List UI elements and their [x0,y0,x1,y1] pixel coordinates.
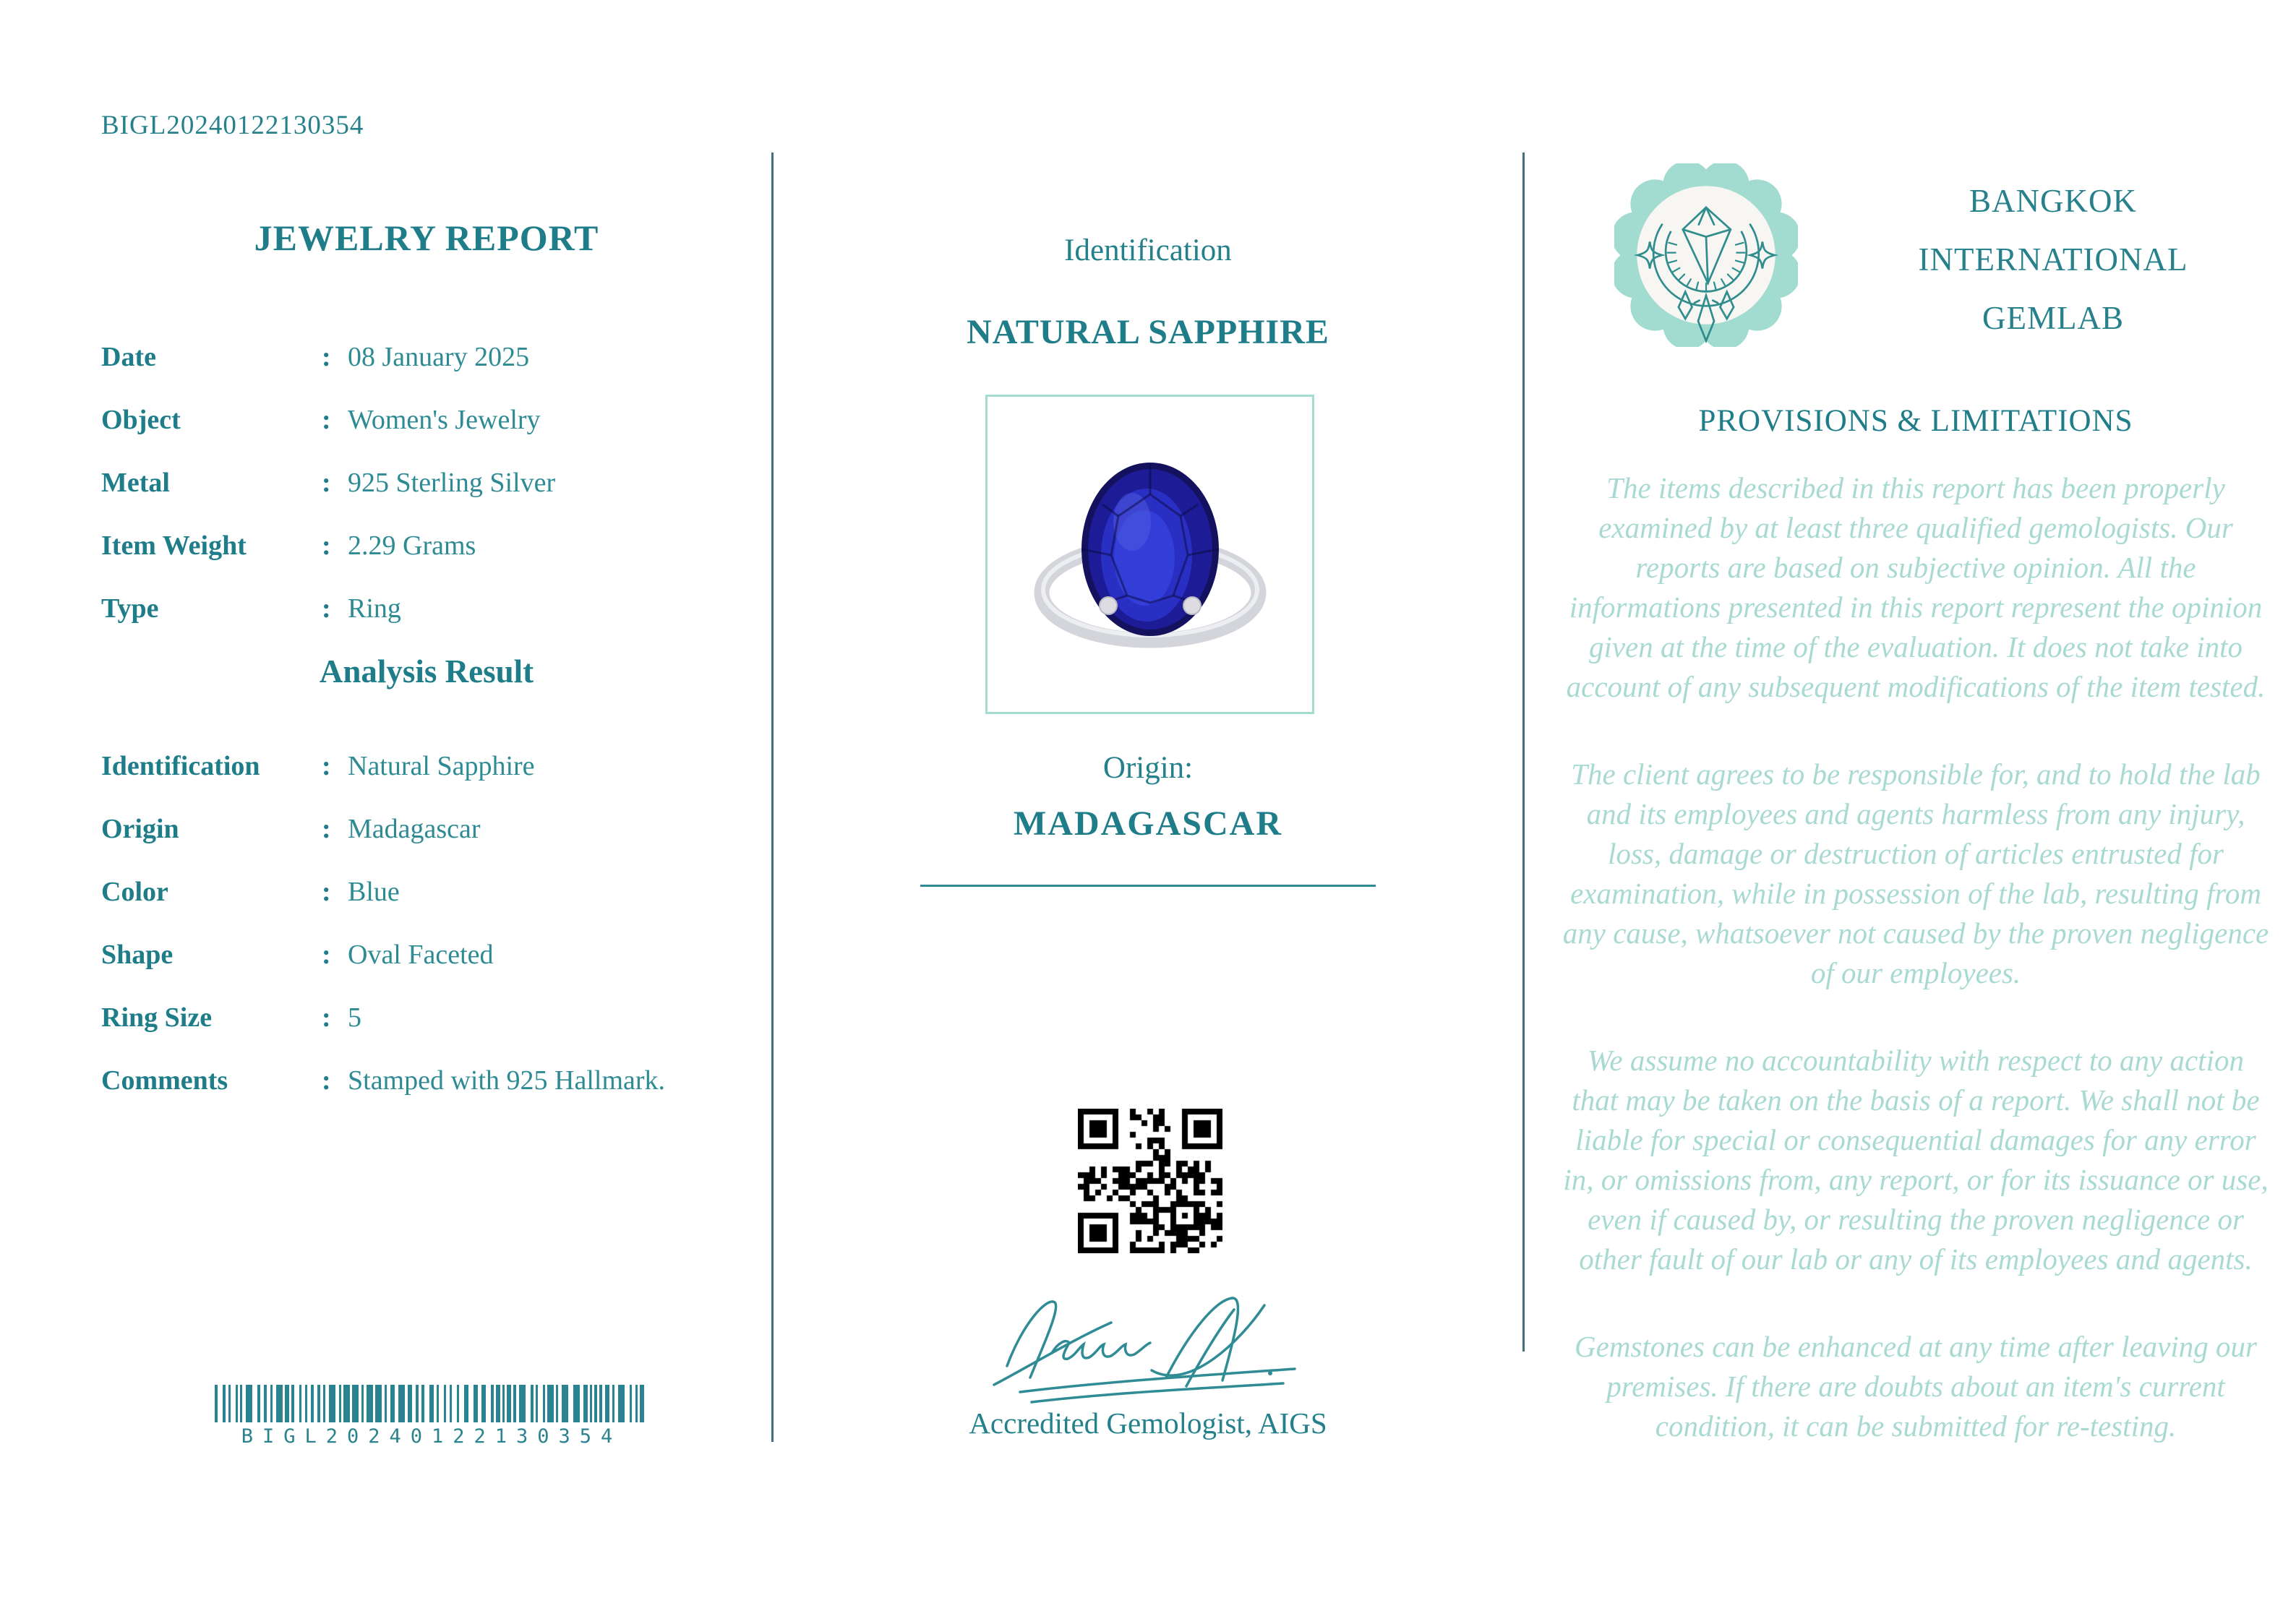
barcode-bar [246,1385,252,1422]
barcode-bar [264,1385,267,1422]
field-row-ring-size [101,1002,665,1034]
gem-photo [985,395,1314,714]
barcode-bar [429,1385,434,1422]
field-value: Blue [348,877,400,907]
field-value: Ring [348,593,401,624]
barcode-bar [390,1385,395,1422]
divider-right [1522,152,1525,1352]
field-value: 08 January 2025 [348,342,530,372]
barcode-bar [507,1385,511,1422]
provision-paragraph: We assume no accountability with respect to any action that may be taken on the basis of a report. We shall not be liable for special or consequential damages for any error in, or omissions from, any report, or for its issuance or use, even if caused by, or resulting the proven negligence or other fault of our lab or any of its employees and agents. [1563,1044,2269,1276]
origin-heading: Origin: [1102,751,1194,785]
barcode-bar [291,1385,294,1422]
provisions-paragraphs [1562,468,2270,1446]
barcode-bar [547,1385,554,1422]
gemlab-badge-icon [1614,163,1798,347]
field-row-shape [101,939,665,971]
barcode-bar [285,1385,289,1422]
barcode-bar [223,1385,226,1422]
barcode-bar [408,1385,412,1422]
field-colon: : [322,1065,331,1096]
field-value: Stamped with 925 Hallmark. [348,1065,666,1096]
field-label: Ring Size [101,1002,213,1033]
field-label: Object [101,405,181,435]
item-fields [101,341,555,624]
field-label: Comments [101,1065,228,1096]
field-row-origin [101,813,665,845]
barcode-bar [311,1385,314,1422]
field-colon: : [322,1002,331,1033]
field-row-type [101,593,555,624]
barcode-bar [305,1385,307,1422]
separator-line [920,885,1376,887]
barcode-bar [502,1385,505,1422]
barcode-bar [513,1385,516,1422]
barcode-bar [491,1385,494,1422]
field-value: 925 Sterling Silver [348,468,556,498]
field-label: Item Weight [101,530,247,561]
identification-heading: Identification [1064,233,1232,267]
field-label: Identification [101,751,260,781]
barcode-bar [257,1385,260,1422]
barcode-bar [599,1385,602,1422]
analysis-result-title: Analysis Result [319,653,534,689]
analysis-fields [101,750,665,1096]
field-label: Origin [101,814,179,844]
provision-paragraph: Gemstones can be enhanced at any time after leaving our premises. If there are doubts about an item's current condition, it can be submitted for re-testing. [1575,1330,2257,1443]
barcode-bar [590,1385,592,1422]
barcode [205,1385,659,1448]
barcode-bar [464,1385,468,1422]
barcode-bar [352,1385,359,1422]
signature-caption: Accredited Gemologist, AIGS [969,1406,1327,1440]
barcode-bar [240,1385,242,1422]
field-colon: : [322,468,331,498]
barcode-bar [215,1385,218,1422]
field-colon: : [322,814,331,844]
barcode-bar [367,1385,373,1422]
barcode-bar [343,1385,350,1422]
provisions-title: PROVISIONS & LIMITATIONS [1698,404,2133,438]
barcode-bar [583,1385,588,1422]
barcode-bar [361,1385,364,1422]
barcode-bar [421,1385,424,1422]
field-colon: : [322,405,331,435]
barcode-bar [444,1385,446,1422]
lab-name-line: INTERNATIONAL [1918,241,2188,278]
barcode-bar [573,1385,580,1422]
field-label: Date [101,342,156,372]
field-row-comments [101,1065,665,1096]
field-value: Madagascar [348,814,481,844]
provision-paragraph: The items described in this report has been properly examined by at least three qualified gemologists. Our reports are based on subjective opinion. All the informations presented in this report represent the opinion given at the time of the evaluation. It does not take into account of any subsequent modifications of the item tested. [1566,471,2266,703]
barcode-bars [205,1385,659,1422]
origin-value: MADAGASCAR [1014,804,1282,843]
signature [980,1285,1319,1404]
field-row-object [101,404,555,436]
barcode-bar [228,1385,231,1422]
field-colon: : [322,940,331,970]
barcode-bar [612,1385,614,1422]
barcode-bar [519,1385,526,1422]
divider-left [771,152,774,1442]
barcode-bar [562,1385,568,1422]
barcode-bar [594,1385,597,1422]
barcode-bar [640,1385,644,1422]
barcode-bar [329,1385,335,1422]
field-row-color [101,876,665,908]
gem-name: NATURAL SAPPHIRE [967,313,1329,351]
field-value: 2.29 Grams [348,530,476,561]
field-value: Natural Sapphire [348,751,535,781]
field-value: Oval Faceted [348,940,494,970]
barcode-bar [317,1385,320,1422]
barcode-bar [618,1385,625,1422]
qr-canvas [1078,1109,1222,1253]
field-row-date [101,341,555,373]
barcode-text: BIGL20240122130354 [241,1425,622,1448]
barcode-bar [437,1385,439,1422]
barcode-bar [450,1385,452,1422]
barcode-bar [323,1385,325,1422]
barcode-bar [375,1385,382,1422]
lab-name-line: GEMLAB [1982,300,2124,336]
field-row-item-weight [101,530,555,562]
signature-strokes [980,1285,1319,1404]
barcode-bar [536,1385,538,1422]
barcode-bar [270,1385,273,1422]
qr-code [1078,1109,1222,1253]
lab-logo [1614,163,1798,347]
field-colon: : [322,530,331,561]
field-label: Metal [101,468,170,498]
barcode-bar [531,1385,534,1422]
provision-paragraph: The client agrees to be responsible for, and to hold the lab and its employees and agents harmless from any injury, loss, damage or destruction of articles entrusted for examination, while in possession of the lab, resulting from any cause, whatsoever not caused by the proven negligence of our employees. [1562,757,2269,989]
barcode-bar [416,1385,419,1422]
barcode-bar [635,1385,638,1422]
lab-name [1847,172,2259,348]
barcode-bar [339,1385,341,1422]
barcode-bar [496,1385,500,1422]
field-value: Women's Jewelry [348,405,541,435]
barcode-bar [556,1385,558,1422]
field-label: Color [101,877,168,907]
barcode-bar [236,1385,238,1422]
barcode-bar [481,1385,486,1422]
barcode-bar [630,1385,632,1422]
barcode-bar [457,1385,459,1422]
report-title: JEWELRY REPORT [254,218,599,258]
ring-illustration [998,406,1302,703]
barcode-bar [276,1385,283,1422]
lab-name-line: BANGKOK [1969,183,2137,219]
barcode-bar [385,1385,387,1422]
report-number: BIGL20240122130354 [101,111,364,140]
field-colon: : [322,751,331,781]
barcode-bar [543,1385,545,1422]
field-label: Shape [101,940,174,970]
field-value: 5 [348,1002,361,1033]
field-colon: : [322,342,331,372]
field-colon: : [322,877,331,907]
barcode-bar [474,1385,478,1422]
field-colon: : [322,593,331,624]
field-row-metal [101,467,555,499]
barcode-bar [605,1385,609,1422]
field-row-identification [101,750,665,782]
barcode-bar [299,1385,301,1422]
field-label: Type [101,593,159,624]
barcode-bar [398,1385,405,1422]
